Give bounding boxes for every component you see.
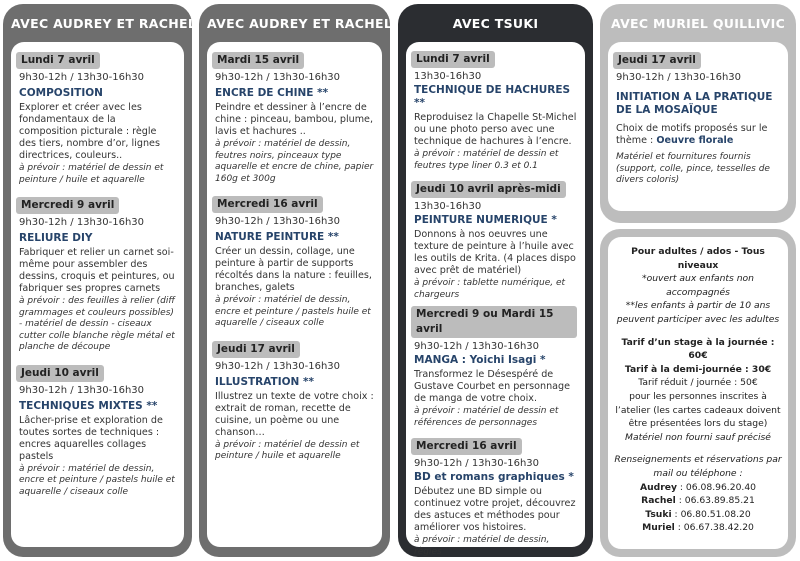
description-text: Choix de motifs proposés sur le thème : <box>616 123 768 146</box>
workshop-time: 9h30-12h / 13h30-16h30 <box>19 72 145 83</box>
workshop-note: à prévoir : matériel de dessin et références de personnages <box>414 406 559 428</box>
workshop-note: à prévoir : tablette numérique, et chargeurs <box>414 278 566 300</box>
workshop-description: Reproduisez la Chapelle St-Michel ou une photo perso avec une technique de hachures à l’encre. <box>414 112 577 147</box>
column-title: AVEC MURIEL QUILLIVIC <box>610 16 786 31</box>
workshop-date: Lundi 7 avril <box>411 51 495 68</box>
workshop-time: 9h30-12h / 13h30-16h30 <box>215 72 341 83</box>
workshop-title: PEINTURE NUMERIQUE * <box>414 214 557 226</box>
workshop-reliure <box>19 193 176 354</box>
workshop-time: 9h30-12h / 13h30-16h30 <box>19 384 145 396</box>
schedule-panel <box>11 42 184 547</box>
workshop-description: Créer un dessin, collage, une peinture à partir de supports récoltés dans la nature : feuilles, branches, galets <box>215 246 372 293</box>
workshop-title: TECHNIQUES MIXTES ** <box>19 399 158 412</box>
workshop-manga <box>414 306 577 429</box>
workshop-date: Mercredi 9 avril <box>16 197 119 214</box>
workshop-date: Mercredi 16 avril <box>411 438 522 455</box>
phone-muriel: Muriel : 06.67.38.42.20 <box>642 522 754 534</box>
note-children-alone: *ouvert aux enfants non accompagnés <box>642 273 754 298</box>
workshop-time: 9h30-12h / 13h30-16h30 <box>414 458 540 469</box>
workshop-date: Mercredi 16 avril <box>212 196 323 213</box>
workshop-time: 9h30-12h / 13h30-16h30 <box>414 341 540 352</box>
reduced-conditions: pour les personnes inscrites à l’atelier (les cartes cadeaux doivent être présentées lors du stage) <box>615 390 781 430</box>
workshop-description: Débutez une BD simple ou continuez votre projet, découvrez des astuces et méthodes pour améliorer vos histoires. <box>414 486 576 533</box>
workshop-time: 13h30-16h30 <box>414 71 482 82</box>
workshop-hachures <box>414 47 577 172</box>
workshop-title: NATURE PEINTURE ** <box>215 231 339 243</box>
phone-audrey: Audrey : 06.08.96.20.40 <box>639 481 757 493</box>
column-title: AVEC TSUKI <box>452 16 539 31</box>
workshop-date: Jeudi 17 avril <box>212 341 300 358</box>
workshop-date: Jeudi 10 avril après-midi <box>411 181 566 198</box>
workshop-mosaique <box>616 48 780 187</box>
workshop-composition <box>19 48 176 186</box>
workshop-date: Jeudi 17 avril <box>613 52 701 69</box>
theme-name: Oeuvre florale <box>656 135 734 146</box>
workshop-date: Jeudi 10 avril <box>16 365 104 382</box>
workshop-time: 9h30-12h / 13h30-16h30 <box>215 216 341 227</box>
workshop-date: Mercredi 9 ou Mardi 15 avril <box>411 306 577 338</box>
workshop-description: Fabriquer et relier un carnet soi-même pour assembler des dessins, croquis et peintures, ou fabriquer ses propres carnets <box>19 247 175 294</box>
workshop-illustration <box>215 337 374 463</box>
material-note: Matériel non fourni sauf précisé <box>625 431 771 443</box>
workshop-title: COMPOSITION <box>19 87 103 99</box>
note-children-10: **les enfants à partir de 10 ans peuvent participer avec les adultes <box>616 300 780 325</box>
column-audrey-rachel-2 <box>199 4 393 557</box>
workshop-description: Illustrez un texte de votre choix : extrait de roman, recette de cuisine, un poème ou une chanson… <box>215 390 374 438</box>
phone-rachel: Rachel : 06.63.89.85.21 <box>641 495 755 507</box>
workshop-description: Peindre et dessiner à l’encre de chine : pinceau, bambou, plume, lavis et hachures .. <box>215 102 373 137</box>
column-audrey-rachel-1 <box>3 4 197 557</box>
schedule-panel <box>608 42 788 211</box>
schedule-panel <box>207 42 382 547</box>
workshop-description <box>616 123 780 147</box>
workshop-title: ENCRE DE CHINE ** <box>215 87 329 99</box>
workshop-description: Donnons à nos oeuvres une texture de peinture à l’huile avec les outils de Krita. (4 places dispo avec prêt de matériel) <box>414 229 576 276</box>
column-muriel-quillivic <box>600 4 796 223</box>
workshop-nature-peinture <box>215 192 374 330</box>
audience-text: Pour adultes / ados - Tous niveaux <box>631 246 765 271</box>
workshop-title: MANGA : Yoichi Isagi * <box>414 354 546 366</box>
workshop-title: TECHNIQUE DE HACHURES ** <box>414 84 571 109</box>
price-half-day: Tarif à la demi-journée : 30€ <box>624 363 772 375</box>
workshop-note: à prévoir : matériel de dessin, encre et peinture / pastels huile et aquarelle / ciseaux colle <box>19 463 175 497</box>
price-day: Tarif d’un stage à la journée : 60€ <box>621 336 775 362</box>
workshop-note: à prévoir : matériel de dessin, feutres noirs, pinceaux type aquarelle et encre de chine, papier 160g et 300g <box>215 139 374 184</box>
workshop-note: à prévoir : matériel de dessin, encre et peinture / pastels huile et aquarelle / ciseaux colle <box>215 295 371 328</box>
workshop-note: Matériel et fournitures fournis (support, colle, pince, tesselles de divers coloris) <box>616 152 770 185</box>
workshop-date: Mardi 15 avril <box>212 52 304 69</box>
column-title: AVEC AUDREY ET RACHEL <box>11 16 197 31</box>
workshop-title: RELIURE DIY <box>19 232 93 244</box>
workshop-title: BD et romans graphiques * <box>414 471 574 483</box>
column-tsuki <box>398 4 593 557</box>
workshop-description: Lâcher-prise et exploration de toutes sortes de techniques : encres aquarelles collages pastels <box>19 414 163 462</box>
price-reduced: Tarif réduit / journée : 50€ <box>638 377 758 389</box>
workshop-note: à prévoir : matériel de dessin et peinture / huile et aquarelle <box>215 439 360 461</box>
column-title: AVEC AUDREY ET RACHEL <box>207 16 393 31</box>
workshop-encre-de-chine <box>215 48 374 185</box>
phone-tsuki: Tsuki : 06.80.51.08.20 <box>645 508 751 520</box>
workshop-title: ILLUSTRATION ** <box>215 375 314 388</box>
workshop-time: 9h30-12h / 13h30-16h30 <box>616 72 742 83</box>
workshop-note: à prévoir : matériel de dessin et peinture / huile et aquarelle <box>19 163 164 185</box>
schedule-panel <box>406 42 585 557</box>
workshop-bd <box>414 434 577 558</box>
workshop-time: 9h30-12h / 13h30-16h30 <box>19 217 145 228</box>
workshop-description: Explorer et créer avec les fondamentaux de la composition picturale : règle des tiers, nombre d’or, lignes directrices, couleurs.. <box>19 102 160 161</box>
workshop-description: Transformez le Désespéré de Gustave Courbet en personnage de manga de votre choix. <box>414 369 571 404</box>
workshop-note: à prévoir : matériel de dessin et feutres type liner 0.3 et 0.1 <box>414 149 559 171</box>
workshop-peinture-numerique <box>414 177 577 301</box>
workshop-time: 9h30-12h / 13h30-16h30 <box>215 360 341 372</box>
workshop-title: INITIATION A LA PRATIQUE DE LA MOSAÏQUE <box>616 91 773 116</box>
workshop-time: 13h30-16h30 <box>414 201 482 212</box>
workshop-note: à prévoir : des feuilles à relier (diff grammages et couleurs possibles) - matériel de dessin - ciseaux cutter colle blanche règle métal et planche de découpe <box>19 296 175 352</box>
info-panel <box>608 237 788 549</box>
contact-text: Renseignements et réservations par mail ou téléphone : <box>614 454 782 479</box>
workshop-date: Lundi 7 avril <box>16 52 100 69</box>
info-box <box>600 229 796 557</box>
workshop-note: à prévoir : matériel de dessin, règles <box>414 535 550 557</box>
workshop-techniques-mixtes <box>19 361 176 499</box>
